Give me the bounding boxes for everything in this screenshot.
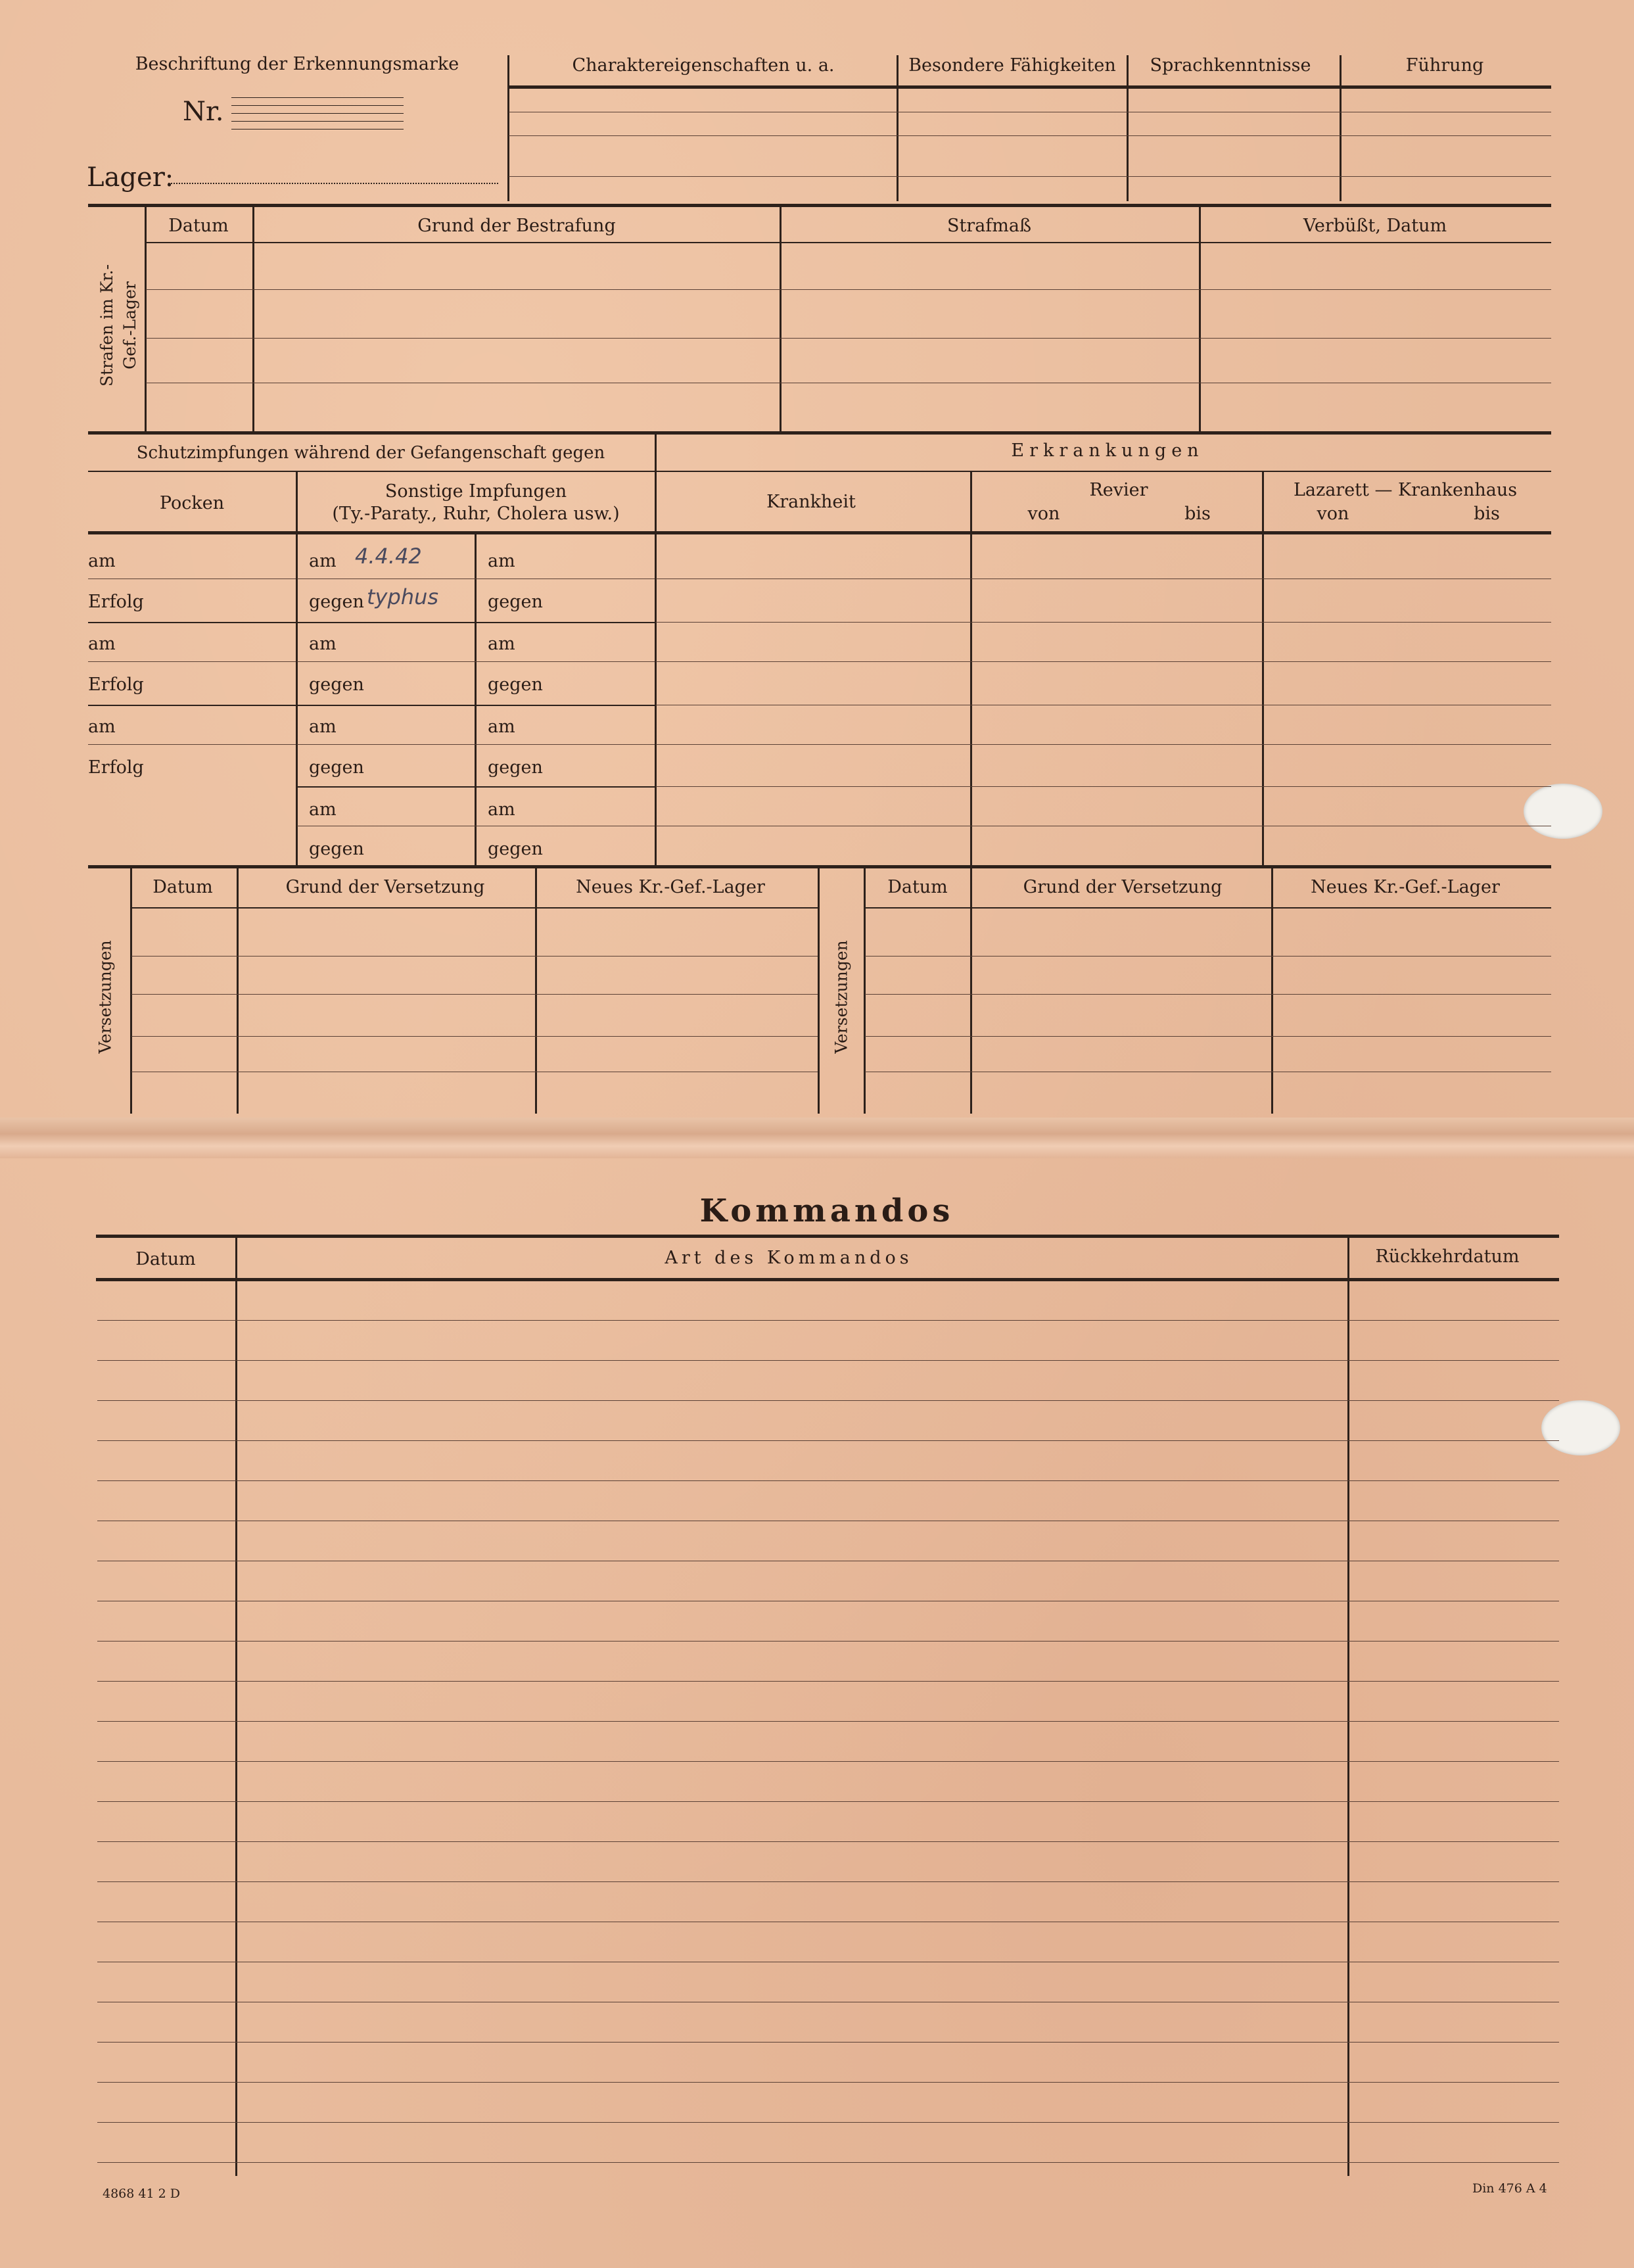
nr-line [231,97,404,98]
kommando-row[interactable] [97,1801,1559,1802]
lager-label: Lager: [87,162,174,193]
sonstige-am: am [309,634,337,654]
versetzung-row[interactable] [131,956,818,957]
sonstige-gegen: gegen [309,674,364,695]
kommando-row[interactable] [97,1681,1559,1682]
charakter-header: Charaktereigenschaften u. a. [572,55,835,76]
versetzungen-side-right: Versetzungen [831,940,851,1054]
krankheit-header: Krankheit [766,492,856,512]
revier-bis: bis [1184,504,1211,524]
pocken-header: Pocken [159,493,225,513]
sonstige-am: am [488,799,515,820]
vers-grund-right: Grund der Versetzung [1023,877,1223,897]
sonstige-header-2: (Ty.-Paraty., Ruhr, Cholera usw.) [332,504,620,524]
sonstige-am: am [488,634,515,654]
kommando-row[interactable] [97,1641,1559,1642]
strafen-row[interactable] [146,289,1551,290]
vers-datum-left: Datum [152,877,213,897]
versetzung-row[interactable] [131,994,818,995]
pocken-am-1: am [88,551,116,571]
kommando-row[interactable] [97,1761,1559,1762]
strafen-row[interactable] [146,338,1551,339]
kommandos-datum-header: Datum [135,1249,196,1269]
punch-hole [1541,1400,1620,1455]
kommando-row[interactable] [97,2042,1559,2043]
erkrankung-row[interactable] [656,622,1551,623]
erkrankung-row[interactable] [656,786,1551,787]
print-code: 4868 41 2 D [103,2186,180,2201]
lazarett-header: Lazarett — Krankenhaus [1293,480,1518,500]
strafmass-header: Strafmaß [946,216,1032,236]
sonstige-gegen: gegen [309,592,364,612]
kommando-row[interactable] [97,2162,1559,2163]
kommando-row[interactable] [97,1440,1559,1441]
lager-field[interactable] [168,183,498,184]
sonstige-gegen: gegen [309,839,364,859]
versetzung-row[interactable] [865,1036,1551,1037]
pocken-erfolg-2: Erfolg [88,674,144,695]
sonstige-gegen: gegen [488,592,543,612]
din-label: Din 476 A 4 [1472,2181,1547,2196]
sonstige-am: am [488,551,515,571]
versetzungen-side-left: Versetzungen [95,940,115,1054]
vers-grund-left: Grund der Versetzung [285,877,485,897]
kommando-row[interactable] [97,1480,1559,1481]
nr-label: Nr. [183,97,224,127]
sonstige-gegen: gegen [309,757,364,778]
lazarett-von: von [1317,504,1349,524]
sonstige-am: am [309,717,337,737]
sonstige-header-1: Sonstige Impfungen [385,481,567,502]
fuehrung-header: Führung [1405,55,1484,76]
erkrankung-row[interactable] [656,744,1551,745]
sonstige-gegen: gegen [488,839,543,859]
kommandos-title: Kommandos [699,1193,954,1229]
kommando-row[interactable] [97,1360,1559,1361]
sonstige-am: am [309,799,337,820]
punch-hole [1524,784,1602,839]
sonstige-gegen: gegen [488,674,543,695]
lazarett-bis: bis [1474,504,1500,524]
pocken-erfolg-3: Erfolg [88,757,144,778]
verbuesst-header: Verbüßt, Datum [1303,216,1447,236]
handwritten-date: 4.4.42 [355,544,422,569]
strafen-datum-header: Datum [168,216,229,236]
revier-header: Revier [1089,480,1148,500]
kommando-row[interactable] [97,2082,1559,2083]
kommando-row[interactable] [97,1320,1559,1321]
faehigkeiten-header: Besondere Fähigkeiten [908,55,1116,76]
kommando-row[interactable] [97,1881,1559,1882]
kommandos-rueckkehr-header: Rückkehrdatum [1375,1246,1520,1267]
strafen-grund-header: Grund der Bestrafung [417,216,616,236]
kommando-row[interactable] [97,2122,1559,2123]
fold-crease [0,1118,1634,1158]
sprach-header: Sprachkenntnisse [1150,55,1311,76]
handwritten-typhus: typhus [367,584,439,609]
kommando-row[interactable] [97,1721,1559,1722]
sonstige-gegen: gegen [488,757,543,778]
sonstige-am: am [488,717,515,737]
versetzung-row[interactable] [865,956,1551,957]
beschriftung-label: Beschriftung der Erkennungsmarke [135,54,459,74]
vers-datum-right: Datum [887,877,948,897]
kommando-row[interactable] [97,1400,1559,1401]
pocken-erfolg-1: Erfolg [88,592,144,612]
impfung-title: Schutzimpfungen während der Gefangenschaft gegen [136,443,605,463]
pocken-am-3: am [88,717,116,737]
sonstige-am: am [309,551,337,571]
kommandos-art-header: Art des Kommandos [665,1248,913,1268]
revier-von: von [1027,504,1060,524]
erkrankung-row[interactable] [656,661,1551,662]
pocken-am-2: am [88,634,116,654]
kommando-row[interactable] [97,1841,1559,1842]
versetzung-row[interactable] [865,994,1551,995]
vers-neues-left: Neues Kr.-Gef.-Lager [576,877,765,897]
versetzung-row[interactable] [131,1036,818,1037]
vers-neues-right: Neues Kr.-Gef.-Lager [1311,877,1500,897]
strafen-side-label: Strafen im Kr.-Gef.-Lager [97,264,139,387]
erkrankungen-title: Erkrankungen [1011,440,1204,461]
